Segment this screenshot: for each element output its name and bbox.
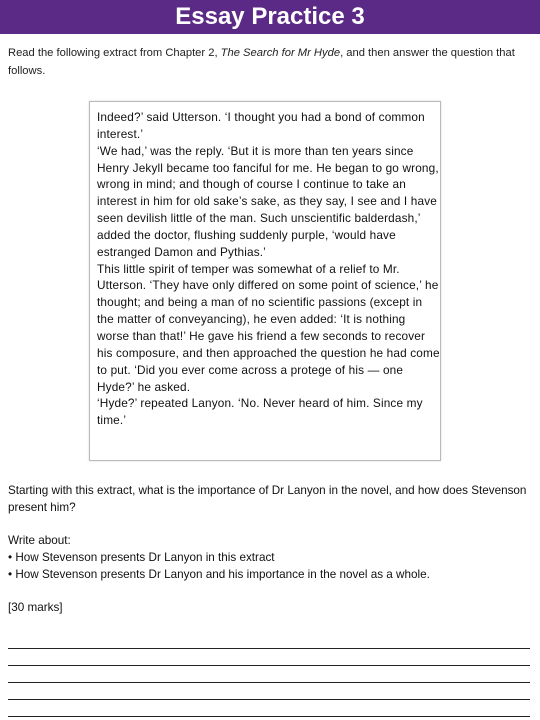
title-banner — [0, 0, 540, 34]
extract-paragraph: ‘Hyde?’ repeated Lanyon. ‘No. Never heard of him. Since my time.’ — [97, 396, 423, 428]
write-about-bullet: • How Stevenson presents Dr Lanyon and his importance in the novel as a whole. — [8, 567, 430, 581]
extract-box — [89, 101, 441, 461]
write-about-section — [8, 533, 534, 583]
intro-instructions — [8, 44, 532, 80]
answer-line[interactable] — [8, 648, 530, 649]
answer-line[interactable] — [8, 716, 530, 717]
marks-label: [30 marks] — [8, 601, 63, 614]
intro-text-before: Read the following extract from Chapter 2, — [8, 47, 221, 59]
answer-line[interactable] — [8, 665, 530, 666]
extract-paragraph: This little spirit of temper was somewhat of a relief to Mr. Utterson. ‘They have only differed on some point of science,’ he thought; and being a man of no scientific passions (except in the matter of conveyancing), he even added: ‘It is nothing worse than that!’ He gave his friend a few seconds to recover his composure, and then approached the question he had come to put. ‘Did you ever come across a protege of his — one Hyde?’ he asked. — [97, 261, 440, 394]
page-title: Essay Practice 3 — [175, 3, 365, 30]
answer-line[interactable] — [8, 682, 530, 683]
book-chapter-title: The Search for Mr Hyde — [220, 47, 341, 59]
intro-text-after: , and then answer the question that follows. — [8, 47, 515, 77]
answer-line[interactable] — [8, 699, 530, 700]
write-about-bullet: • How Stevenson presents Dr Lanyon in this extract — [8, 550, 275, 564]
essay-question: Starting with this extract, what is the importance of Dr Lanyon in the novel, and how does Stevenson present him? — [8, 484, 527, 514]
extract-paragraph: ‘We had,’ was the reply. ‘But it is more than ten years since Henry Jekyll became too fanciful for me. He began to go wrong, wrong in mind; and though of course I continue to take an interest in him for old sake’s sake, as they say, I see and I have seen devilish little of the man. Such unscientific balderdash,’ added the doctor, flushing suddenly purple, ‘would have estranged Damon and Pythias.’ — [97, 143, 439, 259]
extract-paragraph: Indeed?’ said Utterson. ‘I thought you had a bond of common interest.’ — [97, 110, 425, 141]
write-about-heading: Write about: — [8, 534, 71, 547]
